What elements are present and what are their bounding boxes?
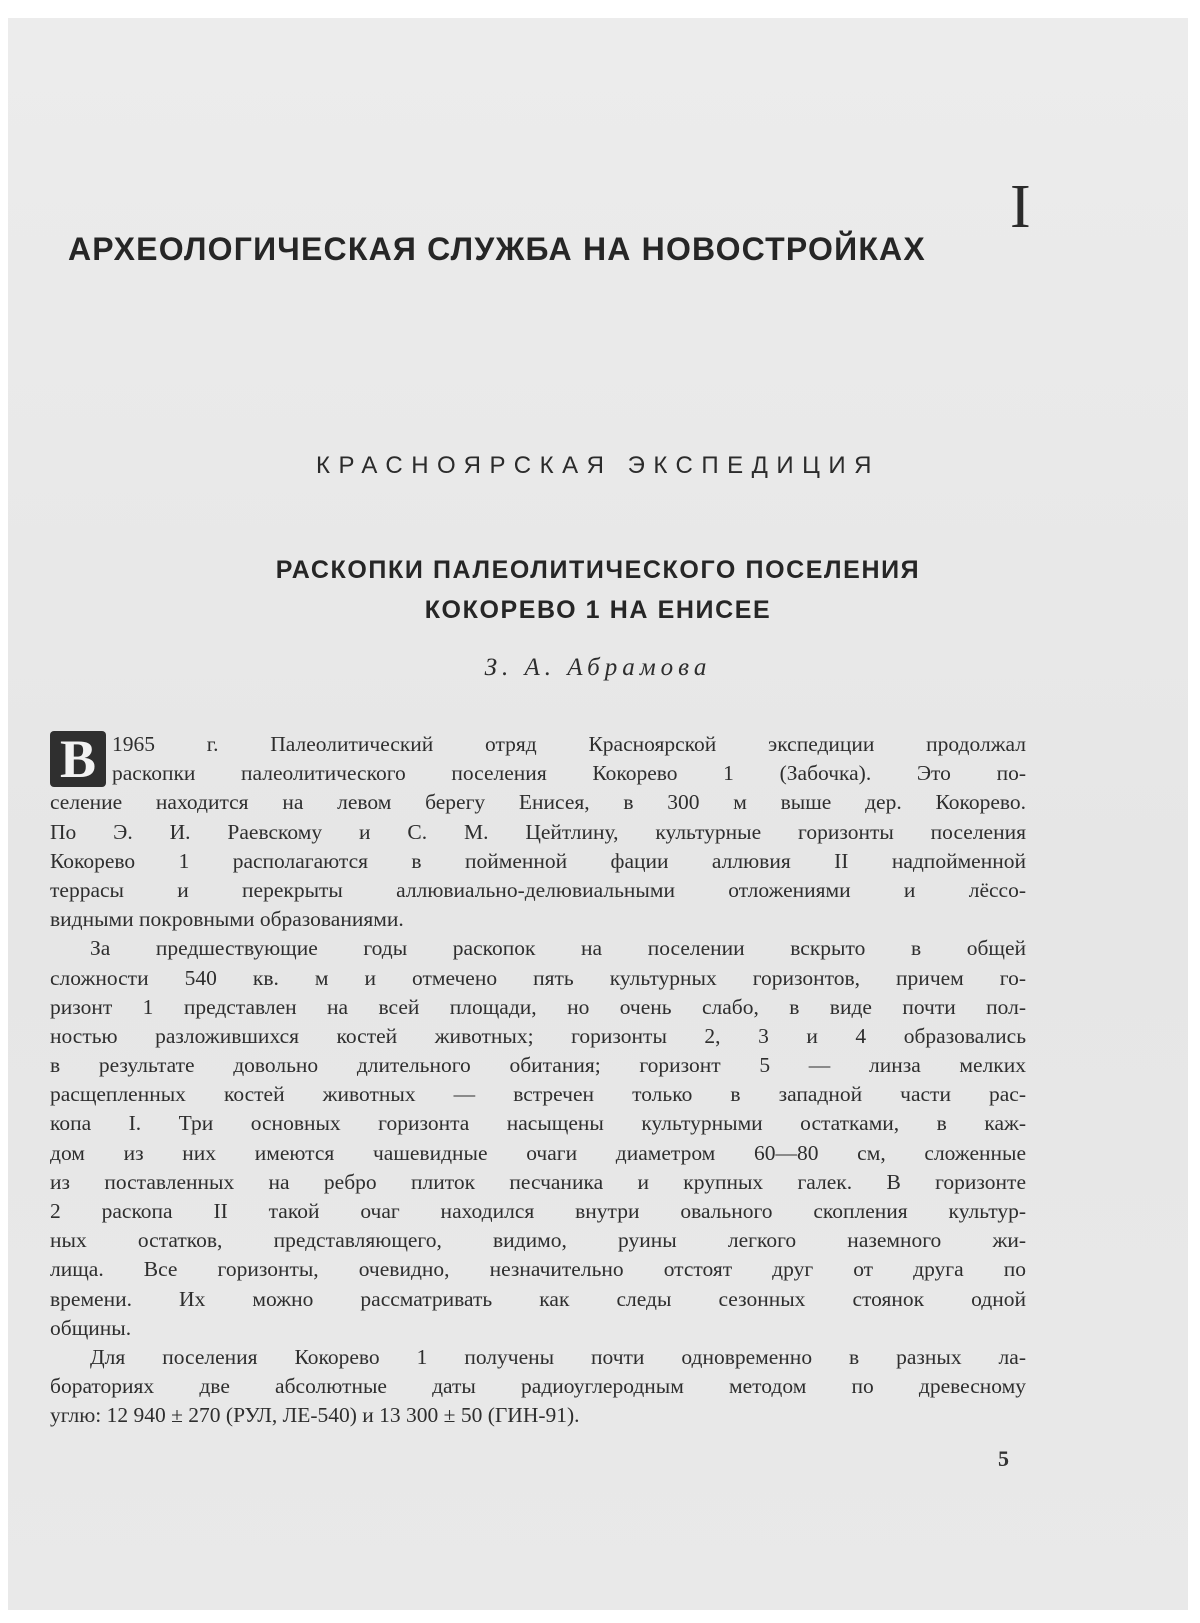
text-line: Кокорево 1 располагаются в пойменной фации аллювия II надпойменной xyxy=(50,848,1026,873)
author-name: З. А. Абрамова xyxy=(484,654,712,681)
text-line: видными покровными образованиями. xyxy=(50,907,404,932)
part-number: I xyxy=(1010,173,1031,241)
text-line: ных остатков, представляющего, видимо, руины легкого наземного жи- xyxy=(50,1228,1026,1253)
text-line: лища. Все горизонты, очевидно, незначительно отстоят друг от друга по xyxy=(50,1257,1026,1282)
text-line: Для поселения Кокорево 1 получены почти одновременно в разных ла- xyxy=(90,1344,1026,1369)
text-line: По Э. И. Раевскому и С. М. Цейтлину, культурные горизонты поселения xyxy=(50,819,1026,844)
page-number: 5 xyxy=(998,1446,1009,1471)
section-title: АРХЕОЛОГИЧЕСКАЯ СЛУЖБА НА НОВОСТРОЙКАХ xyxy=(68,231,926,267)
text-line: За предшествующие годы раскопок на поселении вскрыто в общей xyxy=(90,936,1026,961)
text-line: сложности 540 кв. м и отмечено пять культурных горизонтов, причем го- xyxy=(50,965,1026,990)
expedition-heading: КРАСНОЯРСКАЯ ЭКСПЕДИЦИЯ xyxy=(316,452,880,479)
text-line: дом из них имеются чашевидные очаги диаметром 60—80 см, сложенные xyxy=(50,1140,1026,1165)
text-line: времени. Их можно рассматривать как следы сезонных стоянок одной xyxy=(50,1286,1026,1311)
text-line: ризонт 1 представлен на всей площади, но очень слабо, в виде почти пол- xyxy=(50,994,1026,1019)
text-line: общины. xyxy=(50,1315,132,1340)
text-line: 1965 г. Палеолитический отряд Красноярской экспедиции продолжал xyxy=(112,732,1026,756)
text-line: копа I. Три основных горизонта насыщены культурными остатками, в каж- xyxy=(50,1111,1026,1136)
text-line: селение находится на левом берегу Енисея, в 300 м выше дер. Кокорево. xyxy=(50,790,1026,815)
article-title xyxy=(8,550,1188,630)
text-line: раскопки палеолитического поселения Кокорево 1 (Забочка). Это по- xyxy=(112,761,1026,786)
text-line: ностью разложившихся костей животных; горизонты 2, 3 и 4 образовались xyxy=(50,1023,1026,1048)
drop-cap: В xyxy=(50,731,106,787)
text-line: террасы и перекрыты аллювиально-делювиальными отложениями и лёссо- xyxy=(50,877,1026,902)
book-page xyxy=(8,18,1188,1610)
article-title-line: КОКОРЕВО 1 НА ЕНИСЕЕ xyxy=(424,596,772,624)
text-line: 2 раскопа II такой очаг находился внутри овального скопления культур- xyxy=(50,1199,1026,1223)
article-body xyxy=(50,730,1026,1431)
text-line: расщепленных костей животных — встречен только в западной части рас- xyxy=(50,1082,1026,1107)
text-line: в результате довольно длительного обитания; горизонт 5 — линза мелких xyxy=(50,1053,1026,1078)
text-line: углю: 12 940 ± 270 (РУЛ, ЛЕ-540) и 13 300 ± 50 (ГИН-91). xyxy=(50,1403,580,1428)
text-line: из поставленных на ребро плиток песчаника и крупных галек. В горизонте xyxy=(50,1169,1026,1194)
text-line: бораториях две абсолютные даты радиоуглеродным методом по древесному xyxy=(50,1374,1026,1399)
article-title-line: РАСКОПКИ ПАЛЕОЛИТИЧЕСКОГО ПОСЕЛЕНИЯ xyxy=(275,556,921,584)
